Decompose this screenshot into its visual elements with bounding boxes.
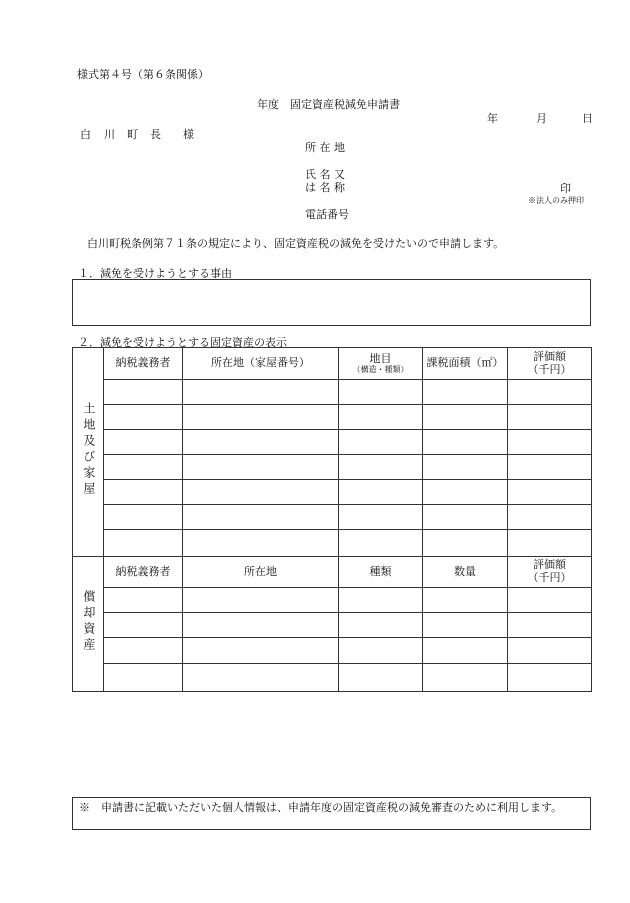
date-day: 日	[582, 112, 593, 125]
header-area: 課税面積（㎡）	[423, 348, 508, 380]
table-row	[73, 455, 592, 480]
header-value: 評価額 （千円）	[508, 557, 592, 588]
header-taxpayer: 納税義務者	[104, 557, 183, 588]
addressee-4: 長	[150, 128, 161, 141]
page-title: 年度 固定資産税減免申請書	[257, 98, 400, 111]
addressee-2: 川	[104, 128, 115, 141]
header-value: 評価額 （千円）	[508, 348, 592, 380]
seal-mark: 印	[560, 182, 571, 195]
table-row	[73, 405, 592, 430]
header-quantity: 数量	[423, 557, 508, 588]
table-row	[73, 530, 592, 557]
header-category: 地目 （構造・種類）	[339, 348, 423, 380]
table-row	[73, 613, 592, 638]
privacy-note: ※ 申請書に記載いただいた個人情報は、申請年度の固定資産税の減免審査のために利用します。	[72, 797, 591, 830]
table-row	[73, 480, 592, 505]
form-number: 様式第４号（第６条関係）	[77, 68, 209, 81]
section1-heading: １．減免を受けようとする事由	[78, 267, 232, 280]
name-label-1: 氏 名 又	[305, 168, 345, 181]
addressee-5: 様	[183, 128, 194, 141]
header-location: 所在地（家屋番号）	[183, 348, 339, 380]
date-month: 月	[536, 112, 547, 125]
table-row	[73, 505, 592, 530]
table-row	[73, 380, 592, 405]
section2-heading: ２．減免を受けようとする固定資産の表示	[78, 336, 287, 349]
depreciable-side-label: 償却資産	[73, 557, 104, 692]
seal-note: ※法人のみ押印	[528, 196, 584, 205]
table-row	[73, 664, 592, 692]
table-row	[73, 430, 592, 455]
land-building-side-label: 土地及び家屋	[73, 348, 104, 557]
reason-field[interactable]	[72, 279, 591, 326]
addressee-3: 町	[127, 128, 138, 141]
table-row	[73, 638, 592, 664]
phone-label: 電話番号	[305, 208, 349, 221]
address-label: 所 在 地	[305, 141, 345, 154]
date-year: 年	[487, 112, 498, 125]
table-row	[73, 588, 592, 613]
name-label-2: は 名 称	[305, 181, 345, 194]
header-location: 所在地	[183, 557, 339, 588]
addressee-1: 白	[80, 128, 91, 141]
header-taxpayer: 納税義務者	[104, 348, 183, 380]
application-statement: 白川町税条例第７１条の規定により、固定資産税の減免を受けたいので申請します。	[87, 237, 505, 250]
header-kind: 種類	[339, 557, 423, 588]
land-building-table	[72, 347, 592, 692]
